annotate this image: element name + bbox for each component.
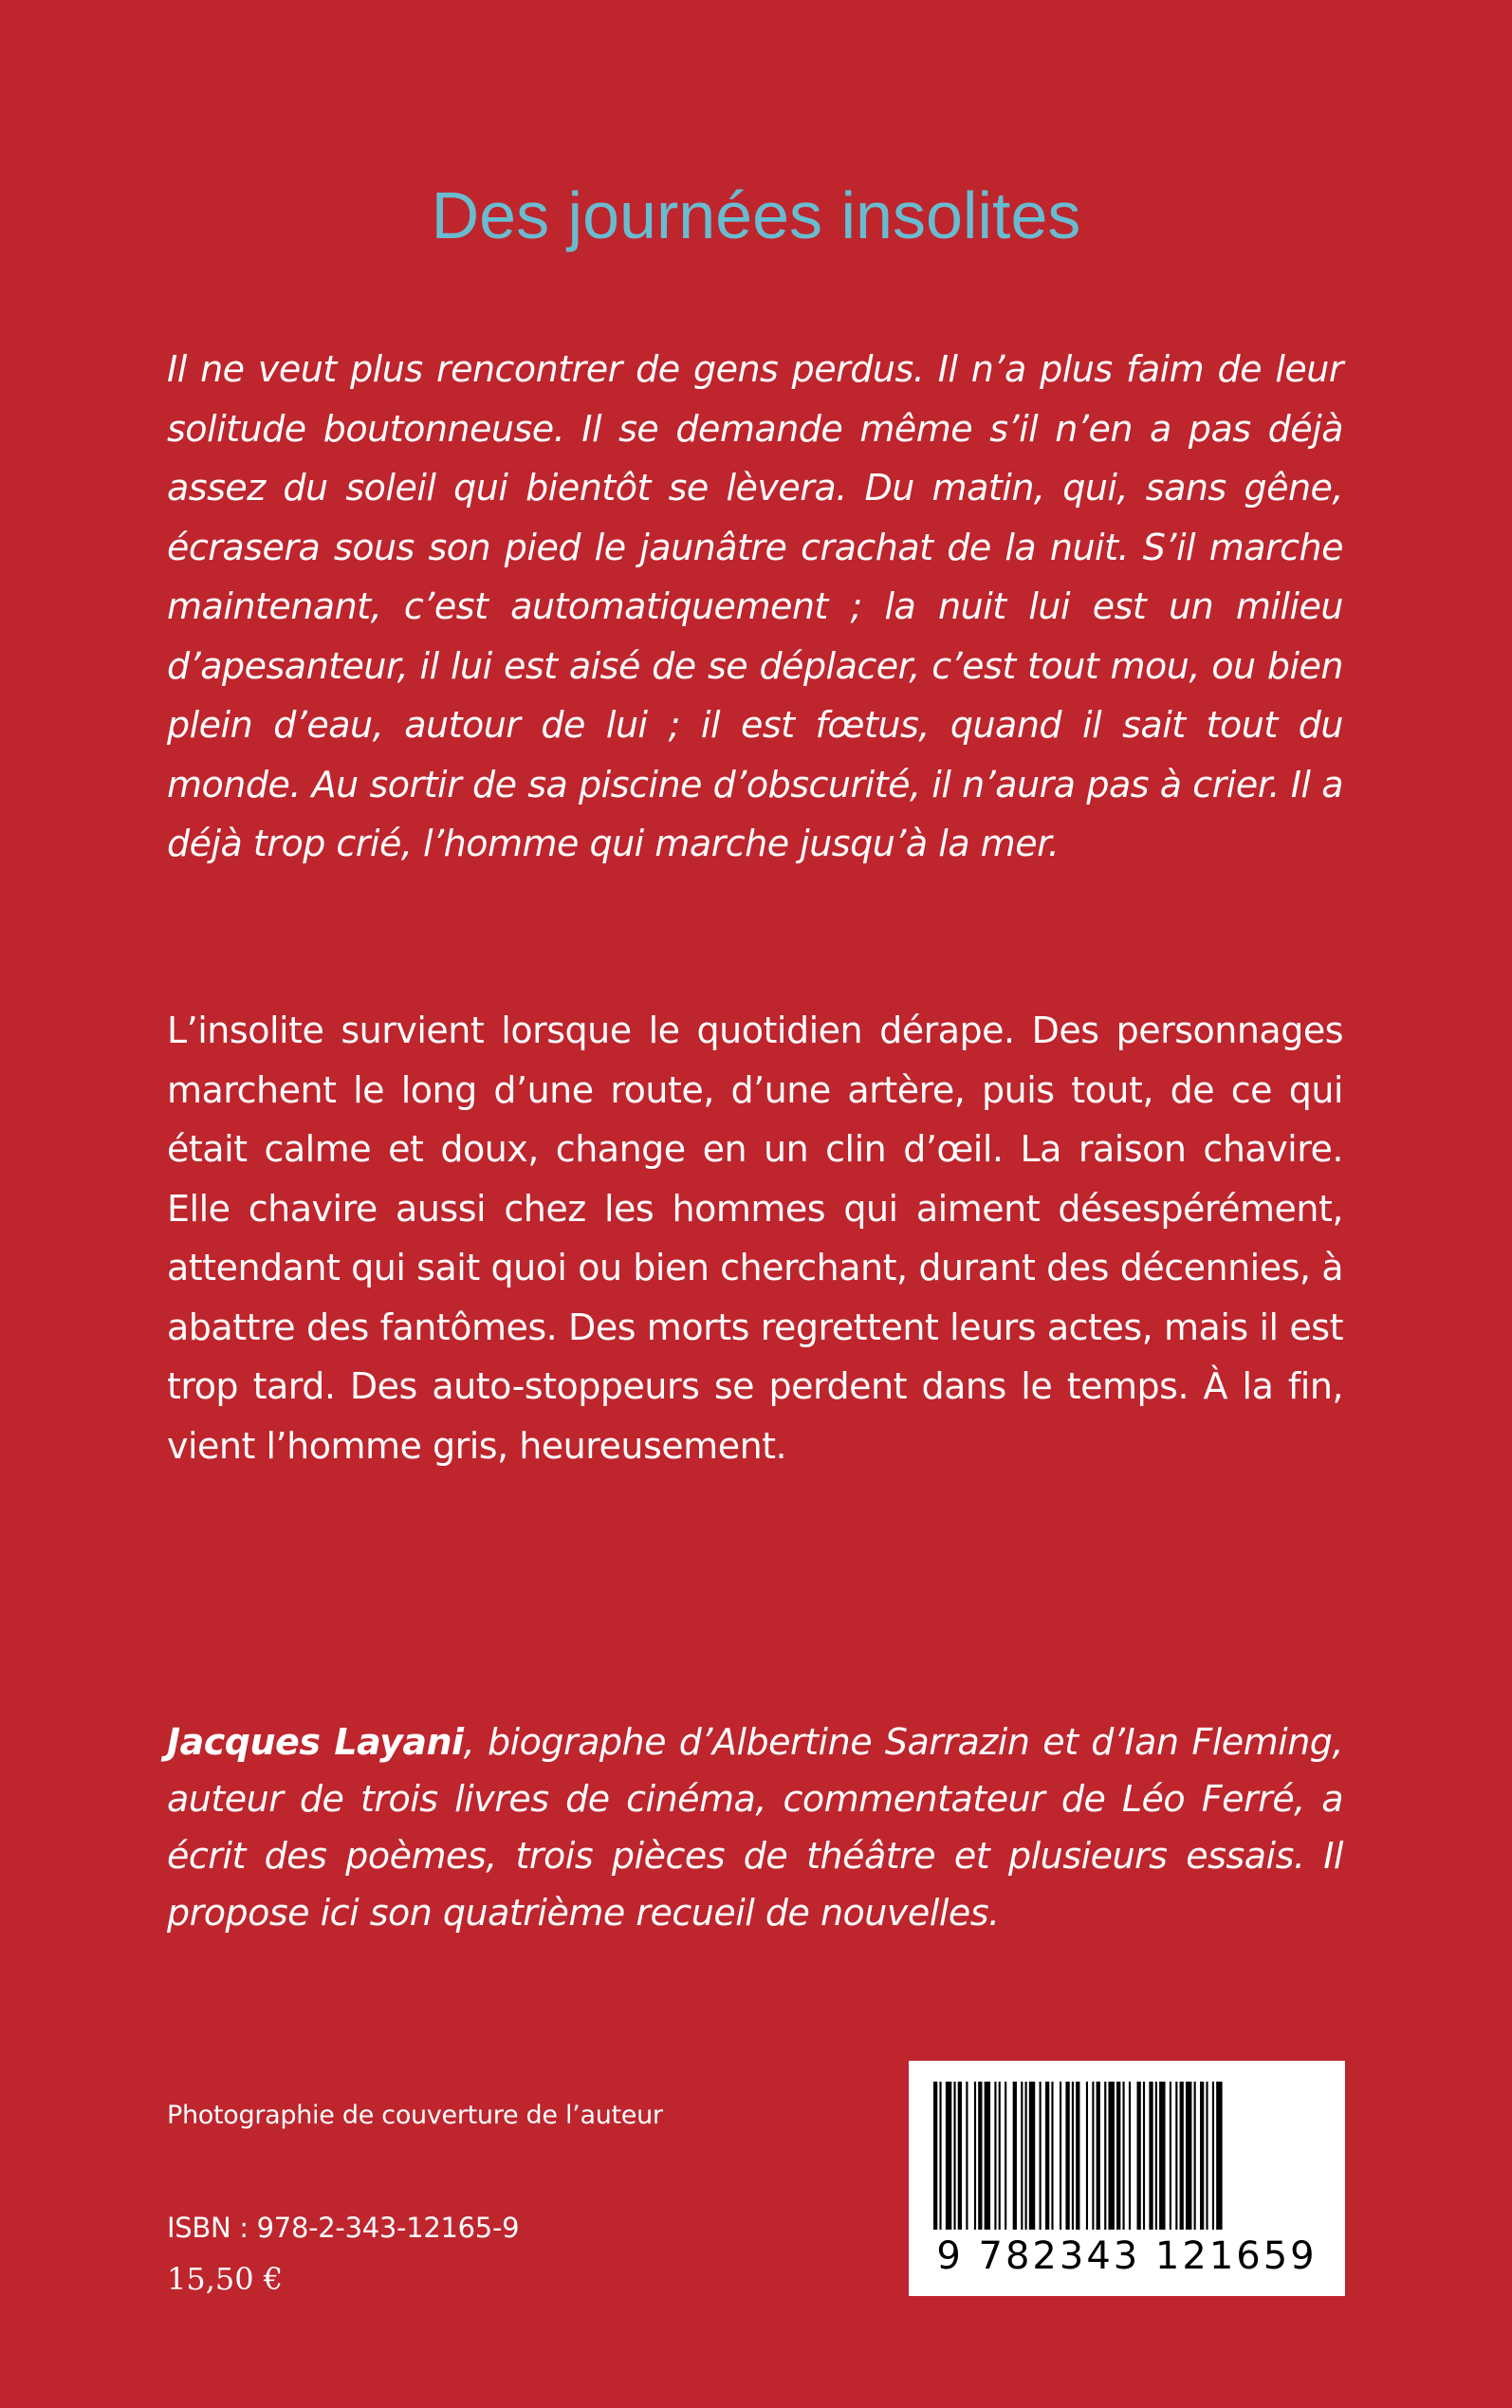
barcode-bar: [1212, 2082, 1214, 2230]
barcode-bar: [1216, 2082, 1222, 2230]
photo-credit: Photographie de couverture de l’auteur: [167, 2101, 663, 2130]
barcode-bar: [1180, 2082, 1184, 2230]
price-label: 15,50 €: [167, 2261, 284, 2297]
barcode-bar: [1194, 2082, 1196, 2230]
barcode-bar: [1108, 2082, 1114, 2230]
barcode-bar: [1122, 2082, 1124, 2230]
barcode-bar: [939, 2082, 941, 2230]
barcode-bar: [1137, 2082, 1141, 2230]
barcode-bar: [1072, 2082, 1074, 2230]
barcode-bar: [1021, 2082, 1023, 2230]
barcode-bar: [999, 2082, 1001, 2230]
barcode-bar: [1170, 2082, 1171, 2230]
barcode-bar: [1097, 2082, 1100, 2230]
barcode-bar: [1175, 2082, 1177, 2230]
barcode-bar: [1143, 2082, 1145, 2230]
author-bio: [167, 1713, 1343, 1941]
summary-paragraph: L’insolite survient lorsque le quotidien dérape. Des personnages marchent le long d’une route, d’une artère, puis tout, de ce qui était calme et doux, change en un clin d’œil. La raison chavire. Elle chavire aussi chez les hommes qui aiment désespérément, attendant qui sait quoi ou bien cherchant, durant des décennies, à abattre des fantômes. Des morts regrettent leurs actes, mais il est trop tard. Des auto-stoppeurs se perdent dans le temps. À la fin, vient l’homme gris, heureusement.: [167, 1010, 1343, 1467]
barcode-bar: [1200, 2082, 1204, 2230]
barcode-bar: [1104, 2082, 1106, 2230]
barcode-bar: [1045, 2082, 1049, 2230]
barcode-bar: [1005, 2082, 1006, 2230]
barcode-bar: [1065, 2082, 1069, 2230]
author-bio-text: , biographe d’Albertine Sarrazin et d’Ian Fleming, auteur de trois livres de cinéma, commentateur de Léo Ferré, a écrit des poèmes, trois pièces de théâtre et plusieurs essais. Il propose ici son quatrième recueil de nouvelles.: [167, 1721, 1343, 1934]
barcode-bar: [1086, 2082, 1088, 2230]
barcode-bar: [1155, 2082, 1157, 2230]
barcode-bar: [1116, 2082, 1120, 2230]
barcode-bar: [1060, 2082, 1061, 2230]
author-name: Jacques Layani: [167, 1721, 464, 1763]
barcode-bar: [1051, 2082, 1053, 2230]
barcode-bar: [985, 2082, 990, 2230]
barcode-bars: [930, 2082, 1324, 2233]
barcode-bar: [958, 2082, 962, 2230]
barcode-digits: 9 782343 121659: [936, 2234, 1318, 2278]
barcode-bar: [966, 2082, 968, 2230]
barcode-bar: [1013, 2082, 1017, 2230]
barcode-bar: [1186, 2082, 1191, 2230]
barcode-bar: [978, 2082, 982, 2230]
barcode-bar: [1149, 2082, 1152, 2230]
excerpt-paragraph: Il ne veut plus rencontrer de gens perdus. Il n’a plus faim de leur solitude boutonneuse. Il se demande même s’il n’en a pas déjà assez du soleil qui bientôt se lèvera. Du matin, qui, sans gêne, écrasera sous son pied le jaunâtre crachat de la nuit. S’il marche maintenant, c’est automatiquement ; la nuit lui est un milieu d’apesanteur, il lui est aisé de se déplacer, c’est tout mou, ou bien plein d’eau, autour de lui ; il est fœtus, quand il sait tout du monde. Au sortir de sa piscine d’obscurité, il n’aura pas à crier. Il a déjà trop crié, l’homme qui marche jusqu’à la mer.: [167, 348, 1343, 864]
barcode-bar: [933, 2082, 937, 2230]
barcode-bar: [974, 2082, 976, 2230]
barcode-bar: [1029, 2082, 1035, 2230]
barcode-bar: [1206, 2082, 1208, 2230]
barcode-bar: [1159, 2082, 1165, 2230]
barcode-bar: [1025, 2082, 1027, 2230]
barcode-bar: [946, 2082, 951, 2230]
barcode-bar: [953, 2082, 955, 2230]
barcode-bar: [1092, 2082, 1094, 2230]
book-title: Des journées insolites: [431, 178, 1081, 252]
isbn-label: ISBN : 978-2-343-12165-9: [167, 2212, 520, 2244]
barcode: [909, 2061, 1345, 2296]
barcode-bar: [1129, 2082, 1131, 2230]
barcode-bar: [1040, 2082, 1042, 2230]
barcode-bar: [1076, 2082, 1079, 2230]
barcode-bar: [994, 2082, 996, 2230]
